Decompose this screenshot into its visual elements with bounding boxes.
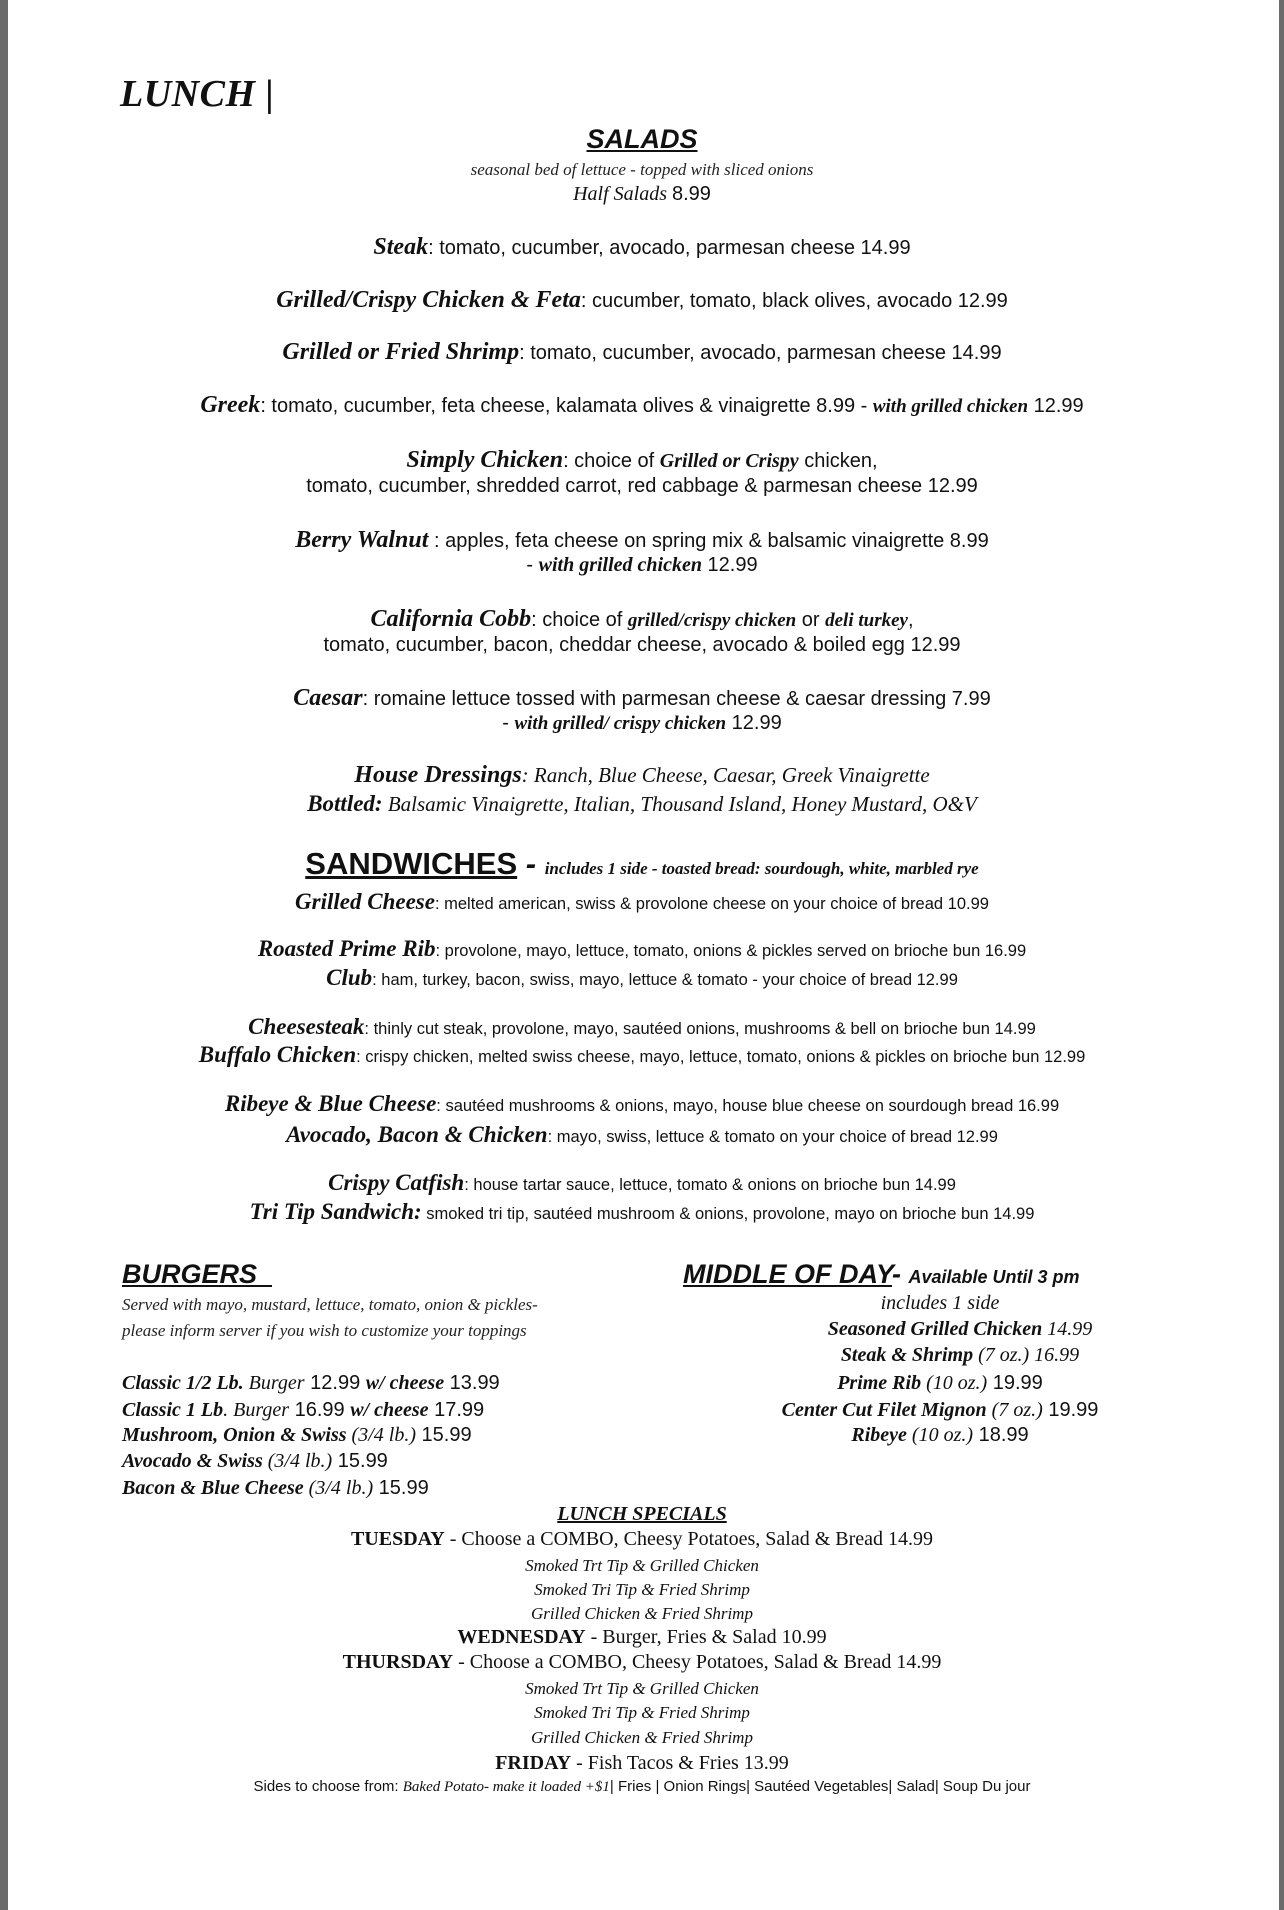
sandwich-desc: : thinly cut steak, provolone, mayo, sautéed onions, mushrooms & bell on brioche bun 14.99 <box>364 1020 1036 1038</box>
sandwich-desc: smoked tri tip, sautéed mushroom & onions, provolone, mayo on brioche bun 14.99 <box>421 1205 1035 1223</box>
mod-name: Center Cut Filet Mignon <box>781 1399 987 1421</box>
sandwiches-header <box>0 846 1284 882</box>
salad-choice: grilled/crispy chicken <box>627 610 797 631</box>
mod-price: 19.99 <box>987 1372 1043 1394</box>
bottled-label: Bottled: <box>307 791 383 816</box>
salad-name: Simply Chicken <box>406 447 564 473</box>
combo-item: Smoked Tri Tip & Fried Shrimp <box>534 1580 750 1599</box>
mod-price: 18.99 <box>973 1424 1029 1446</box>
salad-desc: : choice of <box>563 450 660 472</box>
sandwich-item <box>0 889 1284 915</box>
salad-desc: : apples, feta cheese on spring mix & balsamic vinaigrette 8.99 <box>428 530 989 552</box>
salad-option-prefix: - <box>526 554 539 576</box>
sandwich-name: Tri Tip Sandwich: <box>249 1199 422 1224</box>
middle-of-day-dash: - <box>892 1259 909 1289</box>
combo-item: Smoked Trt Tip & Grilled Chicken <box>525 1556 759 1575</box>
salad-option-price: 12.99 <box>726 712 782 734</box>
special-tuesday <box>0 1528 1284 1551</box>
half-salads-label: Half Salads <box>573 183 667 205</box>
salads-subtitle: seasonal bed of lettuce - topped with sliced onions <box>470 160 814 179</box>
special-day-name: WEDNESDAY <box>457 1626 586 1648</box>
mod-name: Seasoned Grilled Chicken <box>827 1318 1043 1340</box>
burger-style: (3/4 lb.) <box>262 1450 333 1472</box>
salad-name: Greek <box>200 392 261 418</box>
salad-berry-walnut <box>0 527 1284 554</box>
sandwich-item <box>0 1042 1284 1068</box>
burger-item <box>122 1399 484 1422</box>
burger-extra-price: 17.99 <box>428 1399 485 1421</box>
sandwich-item <box>0 1122 1284 1148</box>
salad-greek <box>0 392 1284 419</box>
sandwich-name: Crispy Catfish <box>328 1170 465 1195</box>
lunch-specials-heading: LUNCH SPECIALS <box>557 1503 727 1525</box>
sandwich-desc: : mayo, swiss, lettuce & tomato on your choice of bread 12.99 <box>547 1128 998 1146</box>
sandwich-name: Grilled Cheese <box>295 889 435 914</box>
special-day-name: FRIDAY <box>495 1752 572 1774</box>
burger-extra: w/ cheese <box>365 1372 445 1394</box>
sandwich-desc: : crispy chicken, melted swiss cheese, mayo, lettuce, tomato, onions & pickles on brioche bun 12.99 <box>356 1048 1086 1066</box>
mod-name: Ribeye <box>851 1424 907 1446</box>
sandwich-desc: : house tartar sauce, lettuce, tomato & onions on brioche bun 14.99 <box>464 1176 956 1194</box>
burger-style: . Burger <box>223 1399 290 1421</box>
salads-heading: SALADS <box>586 124 698 154</box>
sandwich-name: Club <box>326 965 373 990</box>
special-day-desc: - Choose a COMBO, Cheesy Potatoes, Salad & Bread 14.99 <box>444 1528 934 1550</box>
salad-shrimp <box>0 339 1284 366</box>
bottled-list: Balsamic Vinaigrette, Italian, Thousand Island, Honey Mustard, O&V <box>382 792 977 816</box>
sandwich-desc: : melted american, swiss & provolone cheese on your choice of bread 10.99 <box>434 895 989 913</box>
mod-price: 19.99 <box>1042 1399 1099 1421</box>
sandwiches-note: includes 1 side - toasted bread: sourdough, white, marbled rye <box>544 859 979 878</box>
salad-choice: deli turkey <box>825 610 908 631</box>
mod-item <box>640 1372 1240 1395</box>
mod-size: 14.99 <box>1042 1318 1093 1340</box>
special-day-desc: - Choose a COMBO, Cheesy Potatoes, Salad & Bread 14.99 <box>453 1651 942 1673</box>
sandwiches-heading: SANDWICHES <box>305 846 518 881</box>
mod-item <box>640 1424 1240 1447</box>
salad-cobb <box>0 606 1284 633</box>
mod-size: (10 oz.) <box>906 1424 974 1446</box>
sides-line <box>0 1778 1284 1796</box>
sandwich-item <box>0 936 1284 962</box>
burgers-note-1: Served with mayo, mustard, lettuce, tomato, onion & pickles- <box>122 1295 538 1314</box>
salad-name: Berry Walnut <box>295 527 429 553</box>
middle-of-day-availability: Available Until 3 pm <box>908 1267 1080 1287</box>
page-title: LUNCH | <box>120 73 275 115</box>
salad-option-price: 12.99 <box>701 554 758 576</box>
combo-item: Smoked Trt Tip & Grilled Chicken <box>525 1679 759 1698</box>
middle-of-day-heading: MIDDLE OF DAY <box>683 1259 892 1289</box>
salad-name: California Cobb <box>370 606 532 632</box>
burger-item <box>122 1477 429 1500</box>
salad-name: Caesar <box>293 685 363 711</box>
mod-size: (10 oz.) <box>921 1372 988 1394</box>
salad-chicken-feta <box>0 287 1284 314</box>
salad-name: Grilled/Crispy Chicken & Feta <box>276 287 581 313</box>
salad-option-price: 12.99 <box>1028 395 1084 417</box>
half-salads-price: 8.99 <box>671 183 711 205</box>
house-dressings-list: : Ranch, Blue Cheese, Caesar, Greek Vinaigrette <box>521 763 930 787</box>
burger-name: Classic 1/2 Lb. <box>122 1372 244 1394</box>
salad-option-prefix: - <box>502 712 515 734</box>
mod-name: Prime Rib <box>837 1372 922 1394</box>
sandwiches-dash: - <box>517 846 545 881</box>
salad-desc: : choice of <box>531 609 628 631</box>
sandwich-desc: : provolone, mayo, lettuce, tomato, onions & pickles served on brioche bun 16.99 <box>435 942 1027 960</box>
combo-item: Grilled Chicken & Fried Shrimp <box>531 1728 753 1747</box>
salad-simply-chicken <box>0 447 1284 474</box>
salad-desc: chicken, <box>798 450 878 472</box>
salad-desc: : romaine lettuce tossed with parmesan cheese & caesar dressing 7.99 <box>362 688 991 710</box>
special-day-desc: - Burger, Fries & Salad 10.99 <box>585 1626 827 1648</box>
special-friday <box>0 1752 1284 1775</box>
burger-name: Classic 1 Lb <box>122 1399 224 1421</box>
sandwich-name: Ribeye & Blue Cheese <box>224 1091 437 1116</box>
burgers-heading <box>122 1259 272 1290</box>
special-wednesday <box>0 1626 1284 1649</box>
mod-item <box>660 1344 1260 1367</box>
house-dressings-label: House Dressings <box>354 762 522 788</box>
burgers-heading-text: BURGERS <box>122 1259 258 1289</box>
sandwich-name: Cheesesteak <box>248 1014 365 1039</box>
burger-style: (3/4 lb.) <box>303 1477 374 1499</box>
burger-extra-price: 13.99 <box>444 1372 500 1394</box>
sides-label: Sides to choose from: <box>253 1778 403 1795</box>
mod-item <box>660 1318 1260 1341</box>
burger-name: Mushroom, Onion & Swiss <box>122 1424 347 1446</box>
burger-item <box>122 1424 472 1447</box>
salad-option: with grilled chicken <box>872 396 1029 417</box>
burger-style: (3/4 lb.) <box>346 1424 416 1446</box>
mod-name: Steak & Shrimp <box>840 1344 974 1366</box>
sandwich-item <box>0 1014 1284 1040</box>
sandwich-desc: : sautéed mushrooms & onions, mayo, house blue cheese on sourdough bread 16.99 <box>436 1097 1060 1115</box>
bottled-dressings <box>0 791 1284 817</box>
burger-price: 15.99 <box>332 1450 388 1472</box>
salad-name: Grilled or Fried Shrimp <box>282 339 520 365</box>
salad-cobb-line2: tomato, cucumber, bacon, cheddar cheese, avocado & boiled egg 12.99 <box>323 634 961 656</box>
special-day-name: THURSDAY <box>342 1651 454 1673</box>
sandwich-item <box>0 1199 1284 1225</box>
mod-size: (7 oz.) <box>986 1399 1043 1421</box>
special-day-desc: - Fish Tacos & Fries 13.99 <box>571 1752 789 1774</box>
house-dressings <box>0 762 1284 789</box>
burger-style: Burger <box>243 1372 305 1394</box>
sides-rest: | Fries | Onion Rings| Sautéed Vegetables| Salad| Soup Du jour <box>609 1778 1031 1795</box>
lunch-specials-heading-wrap <box>0 1503 1284 1526</box>
salad-berry-option <box>0 554 1284 577</box>
salad-simply-chicken-line2: tomato, cucumber, shredded carrot, red cabbage & parmesan cheese 12.99 <box>306 475 978 497</box>
burger-price: 16.99 <box>289 1399 351 1421</box>
salad-option: with grilled/ crispy chicken <box>514 713 727 734</box>
salad-desc: or <box>796 609 826 631</box>
burger-extra: w/ cheese <box>350 1399 429 1421</box>
special-day-name: TUESDAY <box>350 1528 445 1550</box>
middle-of-day-header <box>683 1259 1080 1290</box>
burger-item <box>122 1372 500 1395</box>
sides-loaded: Baked Potato- make it loaded +$1 <box>402 1779 610 1795</box>
mod-size: (7 oz.) 16.99 <box>973 1344 1080 1366</box>
middle-of-day-sides: includes 1 side <box>880 1292 1000 1314</box>
sandwich-desc: : ham, turkey, bacon, swiss, mayo, lettuce & tomato - your choice of bread 12.99 <box>372 971 958 989</box>
sandwich-name: Avocado, Bacon & Chicken <box>286 1122 548 1147</box>
salad-name: Steak <box>373 234 429 260</box>
burger-name: Bacon & Blue Cheese <box>122 1477 304 1499</box>
sandwich-item <box>0 965 1284 991</box>
salad-option: with grilled chicken <box>538 554 702 576</box>
salad-desc: : tomato, cucumber, avocado, parmesan cheese 14.99 <box>428 237 911 259</box>
salad-steak <box>0 234 1284 261</box>
burger-price: 12.99 <box>304 1372 366 1394</box>
salad-desc: : cucumber, tomato, black olives, avocado 12.99 <box>580 290 1008 312</box>
burgers-note-2: please inform server if you wish to customize your toppings <box>122 1321 527 1340</box>
mod-item <box>640 1399 1240 1422</box>
salad-caesar-option <box>0 712 1284 735</box>
special-thursday <box>0 1651 1284 1674</box>
sandwich-item <box>0 1170 1284 1196</box>
burger-price: 15.99 <box>373 1477 429 1499</box>
salad-desc: : tomato, cucumber, avocado, parmesan cheese 14.99 <box>519 342 1002 364</box>
combo-item: Grilled Chicken & Fried Shrimp <box>531 1604 753 1623</box>
combo-item: Smoked Tri Tip & Fried Shrimp <box>534 1703 750 1722</box>
half-salads <box>0 183 1284 206</box>
burger-item <box>122 1450 388 1473</box>
burger-name: Avocado & Swiss <box>122 1450 263 1472</box>
sandwich-name: Roasted Prime Rib <box>257 936 436 961</box>
salad-desc: : tomato, cucumber, feta cheese, kalamata olives & vinaigrette 8.99 - <box>260 395 873 417</box>
burger-price: 15.99 <box>415 1424 472 1446</box>
sandwich-item <box>0 1091 1284 1117</box>
salad-desc: , <box>907 609 914 631</box>
sandwich-name: Buffalo Chicken <box>198 1042 357 1067</box>
salad-choice: Grilled or Crispy <box>659 450 799 472</box>
salad-caesar <box>0 685 1284 712</box>
